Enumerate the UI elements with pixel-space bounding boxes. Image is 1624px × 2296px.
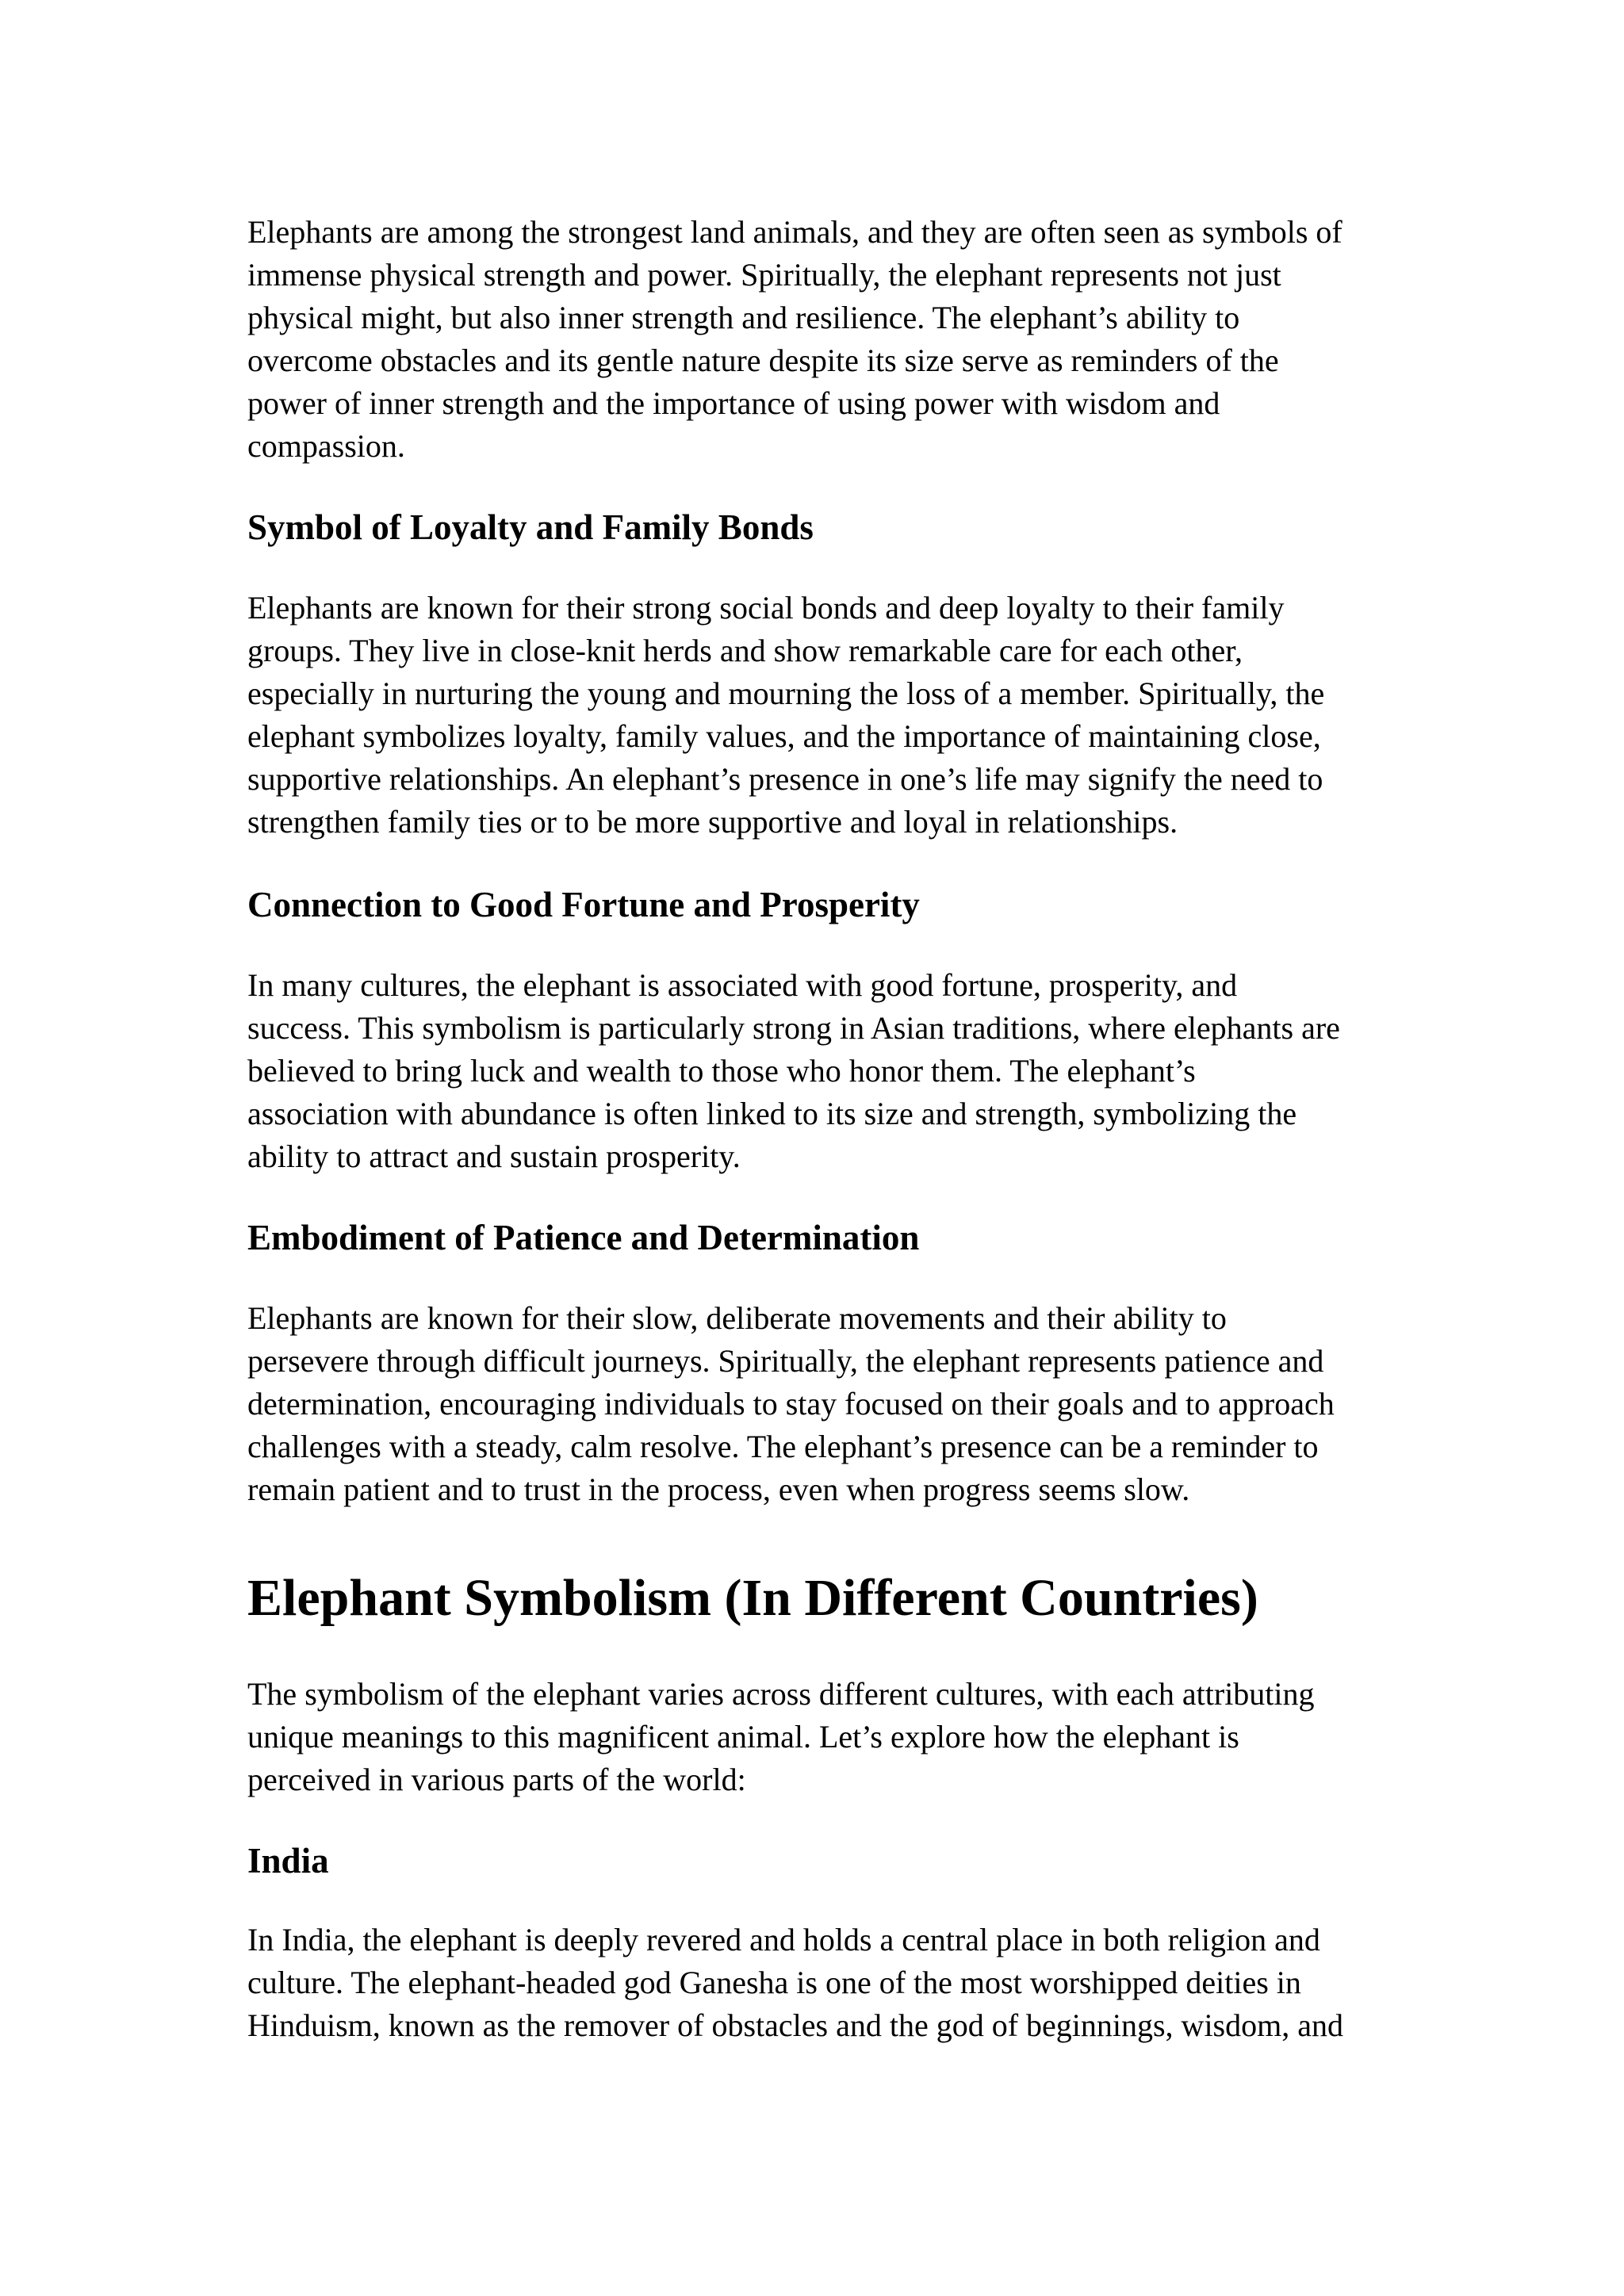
paragraph-patience: Elephants are known for their slow, deliberate movements and their ability to persevere through difficult journeys. Spiritually, the elephant represents patience and determination, encouraging individuals to stay focused on their goals and to approach challenges with a steady, calm resolve. The elephant’s presence can be a reminder to remain patient and to trust in the process, even when progress seems slow.: [247, 1300, 1335, 1507]
heading-loyalty: Symbol of Loyalty and Family Bonds: [247, 507, 814, 547]
paragraph-strength: Elephants are among the strongest land animals, and they are often seen as symbols of immense physical strength and power. Spiritually, the elephant represents not just physical might, but also inner strength and resilience. The elephant’s ability to overcome obstacles and its gentle nature despite its size serve as reminders of the power of inner strength and the importance of using power with wisdom and compassion.: [247, 214, 1342, 464]
paragraph-india: In India, the elephant is deeply revered and holds a central place in both religion and culture. The elephant-headed god Ganesha is one of the most worshipped deities in Hinduism, known as the remover of obstacles and the god of beginnings, wisdom, and: [247, 1922, 1343, 2043]
heading-countries: Elephant Symbolism (In Different Countries): [247, 1569, 1258, 1627]
paragraph-countries-intro: The symbolism of the elephant varies across different cultures, with each attributing unique meanings to this magnificent animal. Let’s explore how the elephant is perceived in various parts of the world:: [247, 1676, 1315, 1797]
heading-india: India: [247, 1841, 329, 1881]
heading-fortune: Connection to Good Fortune and Prosperity: [247, 885, 920, 924]
heading-patience: Embodiment of Patience and Determination: [247, 1218, 920, 1257]
paragraph-loyalty: Elephants are known for their strong social bonds and deep loyalty to their family groups. They live in close-knit herds and show remarkable care for each other, especially in nurturing the young and mourning the loss of a member. Spiritually, the elephant symbolizes loyalty, family values, and the importance of maintaining close, supportive relationships. An elephant’s presence in one’s life may signify the need to strengthen family ties or to be more supportive and loyal in relationships.: [247, 590, 1325, 840]
paragraph-fortune: In many cultures, the elephant is associated with good fortune, prosperity, and success. This symbolism is particularly strong in Asian traditions, where elephants are believed to bring luck and wealth to those who honor them. The elephant’s association with abundance is often linked to its size and strength, symbolizing the ability to attract and sustain prosperity.: [247, 967, 1340, 1174]
